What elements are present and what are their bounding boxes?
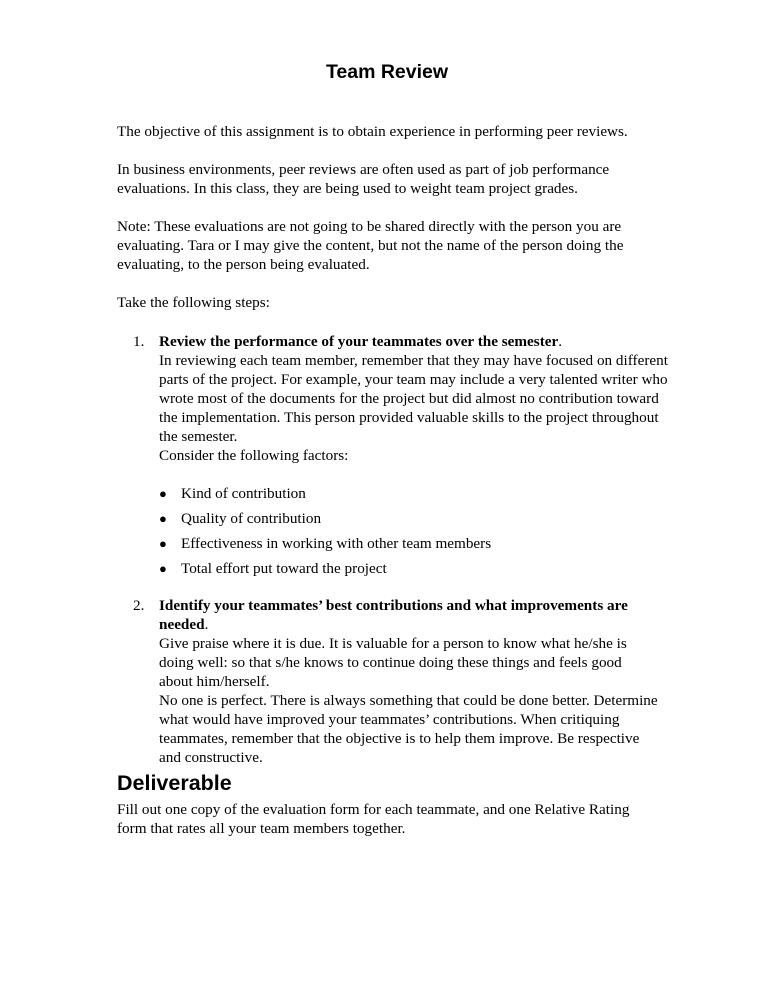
factors-intro: Consider the following factors: bbox=[159, 447, 349, 464]
bullet-icon: ● bbox=[159, 486, 167, 501]
objective-paragraph: The objective of this assignment is to obtain experience in performing peer reviews. bbox=[117, 123, 628, 140]
step-2-text-2: No one is perfect. There is always something that could be done better. Determine what would have improved your teammates’ contributions. When critiquing teammates, remember that the objective is to help them improve. Be respective and constructive. bbox=[159, 692, 658, 766]
step-2-number: 2. bbox=[133, 597, 145, 614]
factor-label: Total effort put toward the project bbox=[181, 560, 387, 577]
business-paragraph: In business environments, peer reviews are often used as part of job performance evaluations. In this class, they are being used to weight team project grades. bbox=[117, 161, 610, 197]
step-2-text: Give praise where it is due. It is valuable for a person to know what he/she is doing well: so that s/he knows to continue doing these things and feels good about him/herself. bbox=[159, 635, 627, 690]
deliverable-heading: Deliverable bbox=[117, 771, 232, 795]
bullet-icon: ● bbox=[159, 511, 167, 526]
bullet-icon: ● bbox=[159, 561, 167, 576]
steps-intro-paragraph: Take the following steps: bbox=[117, 294, 270, 311]
step-1-text: In reviewing each team member, remember that they may have focused on different parts of the project. For example, your team may include a very talented writer who wrote most of the documents for the project but did almost no contribution toward the implementation. This person provided valuable skills to the project throughout the semester. bbox=[159, 352, 668, 445]
step-2-body bbox=[159, 596, 659, 691]
factor-label: Effectiveness in working with other team members bbox=[181, 535, 492, 552]
deliverable-text: Fill out one copy of the evaluation form for each teammate, and one Relative Rating form that rates all your team members together. bbox=[117, 801, 630, 837]
factor-label: Quality of contribution bbox=[181, 510, 322, 527]
step-2-heading-text: Identify your teammates’ best contributions and what improvements are needed bbox=[159, 597, 628, 633]
step-1-body bbox=[159, 332, 669, 446]
step-2-heading-suffix: . bbox=[204, 616, 209, 633]
factor-label: Kind of contribution bbox=[181, 485, 306, 502]
step-1-heading-text: Review the performance of your teammates over the semester bbox=[159, 333, 559, 350]
step-2-heading bbox=[159, 596, 659, 634]
bullet-icon: ● bbox=[159, 536, 167, 551]
step-1-heading-suffix: . bbox=[558, 333, 563, 350]
document-title: Team Review bbox=[325, 61, 449, 83]
note-paragraph: Note: These evaluations are not going to be shared directly with the person you are evaluating. Tara or I may give the content, but not the name of the person doing the evaluating, to the person being evaluated. bbox=[117, 218, 624, 273]
step-1-number: 1. bbox=[133, 333, 145, 350]
step-1-heading bbox=[159, 332, 669, 351]
